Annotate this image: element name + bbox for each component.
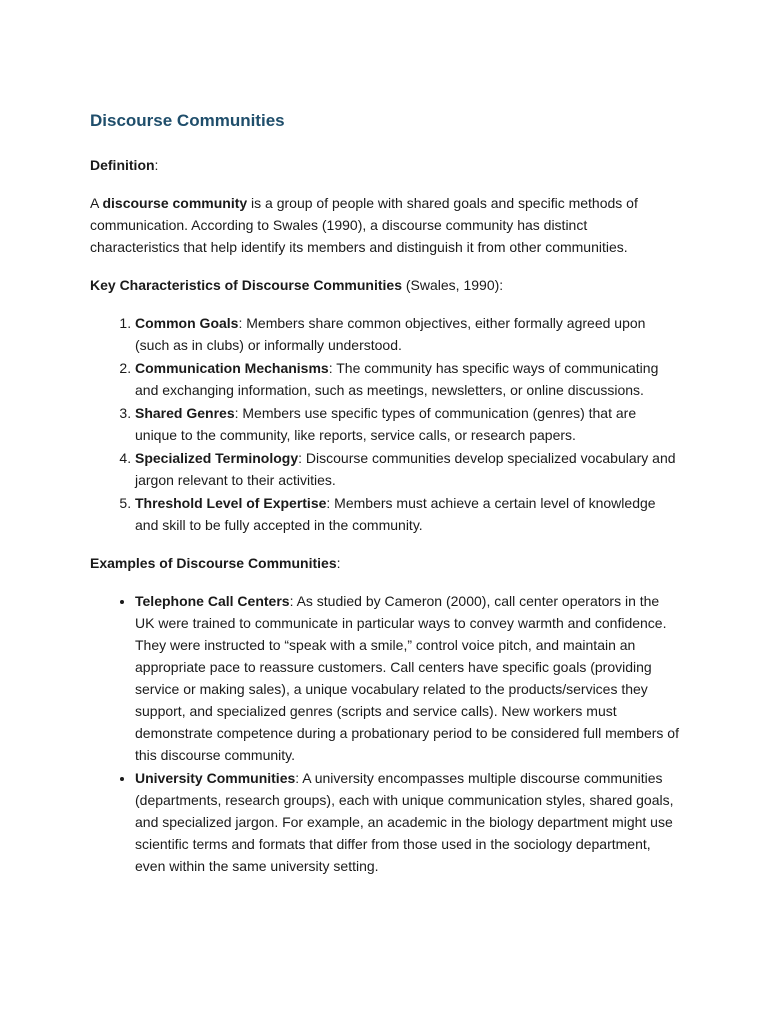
characteristics-heading-citation: (Swales, 1990):: [402, 277, 504, 293]
list-item: [135, 590, 680, 766]
list-item: [135, 492, 680, 536]
list-item: [135, 312, 680, 356]
characteristic-term: Threshold Level of Expertise: [135, 495, 327, 511]
document-page: [90, 108, 680, 893]
definition-heading: [90, 154, 680, 176]
characteristic-term: Common Goals: [135, 315, 239, 331]
characteristics-list: [90, 312, 680, 536]
characteristics-heading: [90, 274, 680, 296]
list-item: [135, 767, 680, 877]
example-text: : A university encompasses multiple discourse communities (departments, research groups), each with unique communication styles, shared goals, and specialized jargon. For example, an academic in the biology department might use scientific terms and formats that differ from those used in the sociology department, even within the same university setting.: [135, 770, 674, 874]
characteristic-text: : The community has specific ways of communicating and exchanging information, such as meetings, newsletters, or online discussions.: [135, 360, 659, 398]
characteristic-text: : Discourse communities develop specialized vocabulary and jargon relevant to their activities.: [135, 450, 676, 488]
page-title: Discourse Communities: [90, 111, 285, 130]
example-term: University Communities: [135, 770, 296, 786]
definition-text: is a group of people with shared goals and specific methods of communication. According to Swales (1990), a discourse community has distinct characteristics that help identify its members and distinguish it from other communities.: [90, 195, 638, 255]
examples-list: [90, 590, 680, 877]
definition-heading-label: Definition: [90, 157, 155, 173]
characteristic-term: Shared Genres: [135, 405, 235, 421]
definition-paragraph: [90, 192, 680, 258]
example-text: : As studied by Cameron (2000), call center operators in the UK were trained to communicate in particular ways to convey warmth and confidence. They were instructed to “speak with a smile,” control voice pitch, and maintain an appropriate pace to reassure customers. Call centers have specific goals (providing service or making sales), a unique vocabulary related to the products/services they support, and specialized genres (scripts and service calls). New workers must demonstrate competence during a probationary period to be considered full members of this discourse community.: [135, 593, 679, 763]
characteristic-text: : Members share common objectives, either formally agreed upon (such as in clubs) or informally understood.: [135, 315, 646, 353]
characteristic-text: : Members use specific types of communication (genres) that are unique to the community, like reports, service calls, or research papers.: [135, 405, 637, 443]
examples-heading-label: Examples of Discourse Communities: [90, 555, 337, 571]
list-item: [135, 357, 680, 401]
characteristic-term: Specialized Terminology: [135, 450, 299, 466]
list-item: [135, 447, 680, 491]
characteristics-heading-label: Key Characteristics of Discourse Communities: [90, 277, 402, 293]
examples-heading: [90, 552, 680, 574]
definition-prefix: A: [90, 195, 103, 211]
examples-heading-colon: :: [336, 555, 341, 571]
list-item: [135, 402, 680, 446]
definition-term: discourse community: [102, 195, 248, 211]
characteristic-text: : Members must achieve a certain level of knowledge and skill to be fully accepted in the community.: [135, 495, 656, 533]
definition-heading-colon: :: [154, 157, 159, 173]
example-term: Telephone Call Centers: [135, 593, 290, 609]
characteristic-term: Communication Mechanisms: [135, 360, 329, 376]
